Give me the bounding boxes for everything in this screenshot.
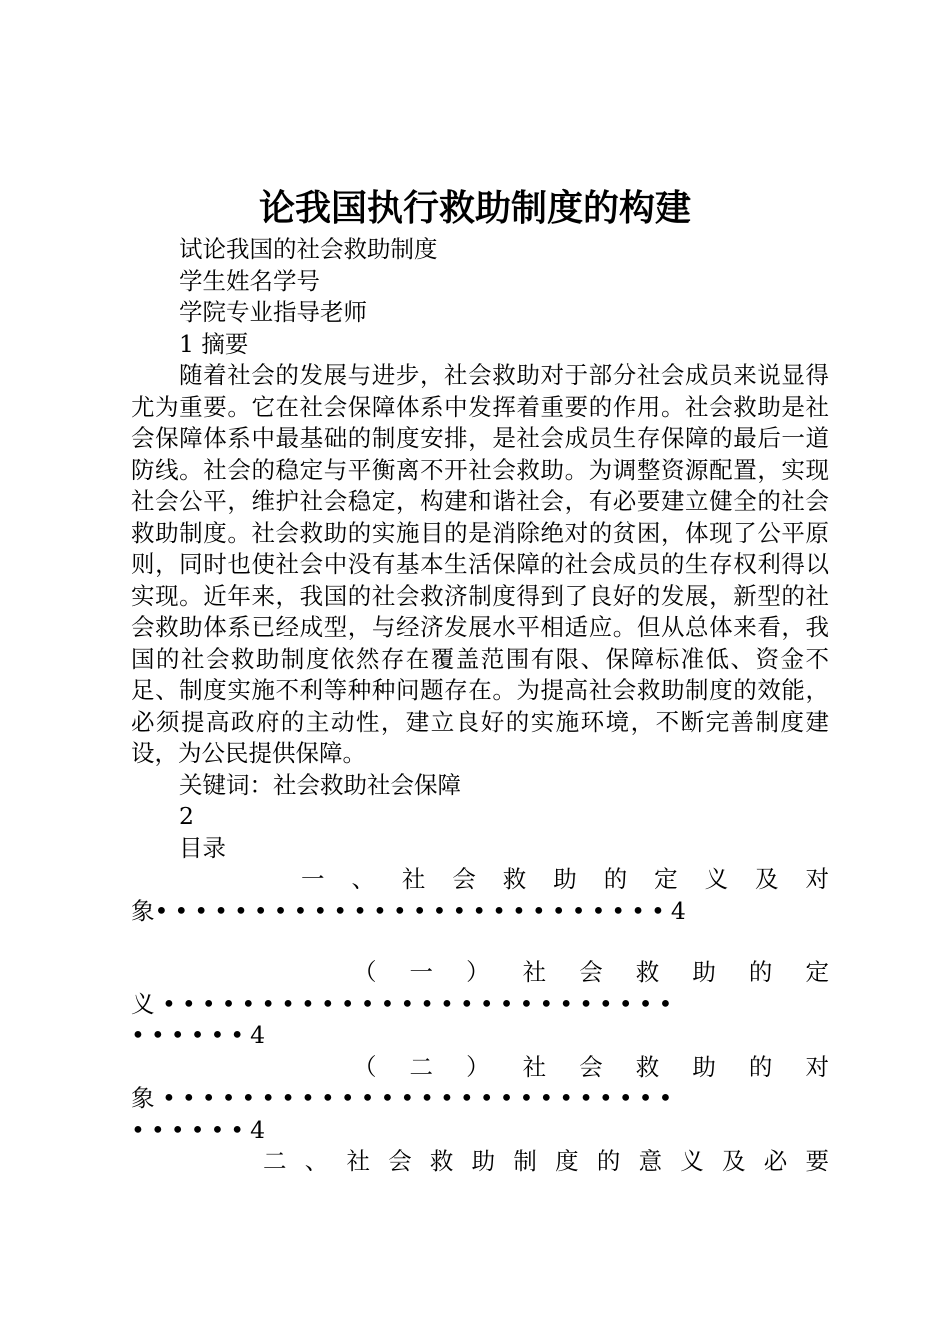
toc-entry-tail: 义 — [131, 989, 155, 1018]
abstract-heading: 1 摘要 — [179, 329, 249, 358]
toc-entry-tail: 象 — [131, 896, 155, 925]
subtitle-line: 试论我国的社会救助制度 — [179, 235, 438, 263]
toc-entry-text: （ 一 ） 社 会 救 助 的 定 — [353, 958, 829, 986]
college-info-line: 学院专业指导老师 — [179, 298, 367, 326]
section-number: 2 — [179, 802, 194, 830]
toc-entry[interactable] — [131, 957, 829, 1052]
toc-entry[interactable] — [131, 864, 829, 927]
toc-entry-continuation — [131, 1083, 829, 1115]
toc-entry-tail: 象 — [131, 1084, 155, 1112]
abstract-paragraph: 随着社会的发展与进步，社会救助对于部分社会成员来说显得尤为重要。它在社会保障体系中发挥着重要的作用。社会救助是社会保障体系中最基础的制度安排，是社会成员生存保障的最后一道防线。社会的稳定与平衡离不开社会救助。为调整资源配置，实现社会公平，维护社会稳定，构建和谐社会，有必要建立健全的社会救助制度。社会救助的实施目的是消除绝对的贫困，体现了公平原则，同时也使社会中没有基本生活保障的社会成员的生存权利得以实现。近年来，我国的社会救济制度得到了良好的发展，新型的社会救助体系已经成型，与经济发展水平相适应。但从总体来看，我国的社会救助制度依然存在覆盖范围有限、保障标准低、资金不足、制度实施不利等种种问题存在。为提高社会救助制度的效能，必须提高政府的主动性，建立良好的实施环境，不断完善制度建设，为公民提供保障。 — [131, 361, 829, 767]
document-title: 论我国执行救助制度的构建 — [258, 187, 691, 229]
toc-entry-continuation — [131, 1115, 829, 1147]
keywords-line: 关键词：社会救助社会保障 — [179, 770, 461, 799]
toc-entry[interactable] — [131, 1146, 829, 1178]
student-info-line: 学生姓名学号 — [179, 266, 320, 295]
toc-entry-continuation — [131, 989, 829, 1021]
toc-leader-dots: •••••• — [131, 1115, 251, 1144]
table-of-contents — [131, 864, 829, 1178]
toc-page-number: 4 — [250, 1021, 266, 1049]
toc-heading: 目录 — [179, 833, 226, 862]
toc-entry-title — [131, 864, 829, 896]
toc-entry-continuation — [131, 896, 829, 928]
toc-entry-title — [131, 1146, 829, 1178]
toc-entry-text: 二 、 社 会 救 助 制 度 的 意 义 及 必 要 — [263, 1147, 829, 1175]
toc-page-number: 4 — [670, 896, 686, 925]
toc-leader-dots: •••••• — [131, 1021, 251, 1049]
toc-page-number: 4 — [250, 1115, 266, 1144]
toc-entry-text: （ 二 ） 社 会 救 助 的 对 — [353, 1052, 829, 1081]
toc-entry-continuation — [131, 1020, 829, 1052]
toc-entry-title — [131, 1052, 829, 1084]
toc-entry[interactable] — [131, 1052, 829, 1147]
toc-entry-title — [131, 957, 829, 989]
toc-entry-text: 一 、 社 会 救 助 的 定 义 及 对 — [301, 865, 829, 893]
toc-leader-dots: •••••••••••••••••••••••••• — [161, 989, 679, 1018]
document-body — [131, 234, 829, 1178]
toc-leader-dots: •••••••••••••••••••••••••• — [161, 1084, 679, 1112]
toc-leader-dots: •••••••••••••••••••••••••• — [154, 896, 671, 925]
